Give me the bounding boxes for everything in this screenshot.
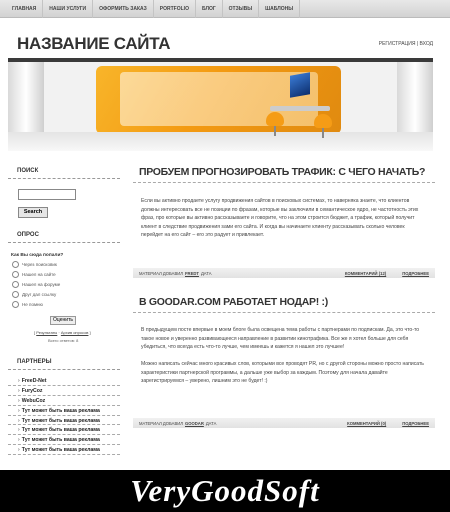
nav-templates[interactable]: ШАБЛОНЫ: [259, 0, 300, 18]
nav-reviews[interactable]: ОТЗЫВЫ: [223, 0, 259, 18]
header-banner: [8, 58, 433, 151]
post-meta: [133, 418, 435, 428]
search-button[interactable]: Search: [18, 207, 48, 218]
chair-left-stem: [274, 126, 276, 136]
search-heading: ПОИСК: [8, 168, 120, 179]
panel-highlight: [120, 72, 318, 126]
register-link[interactable]: РЕГИСТРАЦИЯ: [378, 41, 416, 47]
poll-question: Как Вы сюда попали?: [11, 253, 64, 258]
nav-home[interactable]: ГЛАВНАЯ: [6, 0, 43, 18]
partner-link[interactable]: › FuryCoz: [8, 386, 120, 396]
vote-button[interactable]: Оценить: [50, 316, 76, 325]
nav-order[interactable]: ОФОРМИТЬ ЗАКАЗ: [93, 0, 154, 18]
site-title[interactable]: НАЗВАНИЕ САЙТА: [17, 34, 171, 53]
watermark-text: VeryGoodSoft: [130, 473, 320, 508]
comments-link[interactable]: КОММЕНТАРИЙ (0): [347, 420, 387, 426]
desk: [270, 106, 330, 111]
watermark-footer: [0, 470, 450, 512]
partner-link[interactable]: › Тут может быть ваша реклама: [8, 425, 120, 435]
partner-link[interactable]: › Тут может быть ваша реклама: [8, 435, 120, 445]
post-body: Если вы активно продаете услугу продвижения сайтов в поисковых системах, то наверняка знаете, что клиентов должны интересовать все не позиции по фразам, которые вы заключили в семантическое ядро, не частотность этих фраз, про которые вы активно рассказываете и говорите, что на этом строится бюджет, а трафик, который получит клиент в следствие продвижения sами его сайта. И когда вы начинаете клиенту рассказывать сколько человек перейдет на его сайт – его это радует и привлекает.: [141, 198, 419, 238]
poll-links: [ Результаты · Архив опросов ]: [34, 330, 91, 335]
floor: [8, 132, 433, 151]
post-body: В предыдущем посте впервые в моем блоге была освещена тема работы с партнерами по подпискам. Да, это что-то такое новое и уверенно развивающееся направление в развитии кинотрафика. Все же я хотел больше для себя убедиться, что всегда есть что-то лучше, чем имеешь и кажется я нашел это лучшее! Можно написать сейчас много красивых слов, которыми все проводят PR, но с другой стороны можно просто написать характеристики партнерской программы, а дальше уже выбор за каждым. Поэтому для начала давайте зарегистрируемся – уверено, лишним это не будет! :): [141, 327, 424, 384]
poll-option[interactable]: [12, 291, 120, 298]
nav-services[interactable]: НАШИ УСЛУГИ: [43, 0, 93, 18]
radio-button[interactable]: [12, 281, 19, 288]
radio-button[interactable]: [12, 261, 19, 268]
nav-portfolio[interactable]: PORTFOLIO: [154, 0, 196, 18]
auth-separator: |: [415, 41, 420, 47]
poll-option[interactable]: [12, 281, 120, 288]
poll-option[interactable]: [12, 261, 120, 268]
poll-option-label: Нашел на форуме: [22, 282, 61, 287]
poll-archive-link[interactable]: Архив опросов: [60, 330, 89, 335]
poll-option-label: Через поисковик: [22, 262, 57, 267]
auth-links: [379, 41, 433, 47]
nav-blog[interactable]: БЛОГ: [196, 0, 223, 18]
poll-heading: ОПРОС: [8, 232, 120, 243]
partner-link[interactable]: › Тут может быть ваша реклама: [8, 416, 120, 426]
meta-prefix: МАТЕРИАЛ ДОБАВИЛ: [139, 270, 183, 276]
post-title[interactable]: ПРОБУЕМ ПРОГНОЗИРОВАТЬ ТРАФИК: С ЧЕГО НАЧАТЬ?: [133, 164, 435, 183]
meta-date: ДАТА: [205, 420, 217, 426]
poll-option[interactable]: [12, 271, 120, 278]
radio-button[interactable]: [12, 271, 19, 278]
search-box: [18, 189, 120, 218]
partners-list: [8, 376, 120, 455]
poll-option-label: Нашел на сайте: [22, 272, 56, 277]
poll-results-link[interactable]: Результаты: [36, 330, 58, 335]
monitor-icon: [290, 72, 310, 98]
meta-prefix: МАТЕРИАЛ ДОБАВИЛ: [139, 420, 183, 426]
main-content: [133, 164, 435, 426]
comments-link[interactable]: КОММЕНТАРИЙ (12): [344, 270, 387, 276]
chair-right-stem: [322, 128, 324, 138]
partner-link[interactable]: › Тут может быть ваша реклама: [8, 406, 120, 416]
poll-option-label: Не помню: [22, 302, 43, 307]
poll-total: Всего ответов: 8: [48, 338, 79, 343]
poll-option[interactable]: [12, 301, 120, 308]
partners-heading: ПАРТНЕРЫ: [8, 359, 120, 370]
radio-button[interactable]: [12, 301, 19, 308]
radio-button[interactable]: [12, 291, 19, 298]
sidebar: [8, 158, 120, 455]
read-more-link[interactable]: ПОДРОБНЕЕ: [402, 420, 429, 426]
meta-date: ДАТА: [200, 270, 212, 276]
top-nav: [0, 0, 450, 18]
partner-link[interactable]: › FreeD-Net: [8, 376, 120, 386]
login-link[interactable]: ВХОД: [419, 41, 433, 47]
partner-link[interactable]: › WebuCoz: [8, 396, 120, 406]
search-input[interactable]: [18, 189, 76, 200]
chair-right-icon: [314, 114, 332, 128]
post-title[interactable]: В GOODAR.COM РАБОТАЕТ НОДАР! :): [133, 294, 435, 313]
partner-link[interactable]: › Тут может быть ваша реклама: [8, 445, 120, 455]
read-more-link[interactable]: ПОДРОБНЕЕ: [402, 270, 429, 276]
post-author-link[interactable]: GOODAR: [185, 420, 204, 426]
post-author-link[interactable]: FREDT: [185, 270, 199, 276]
chair-left-icon: [266, 112, 284, 126]
poll-option-label: Друг дал ссылку: [22, 292, 57, 297]
post-meta: [133, 268, 435, 278]
